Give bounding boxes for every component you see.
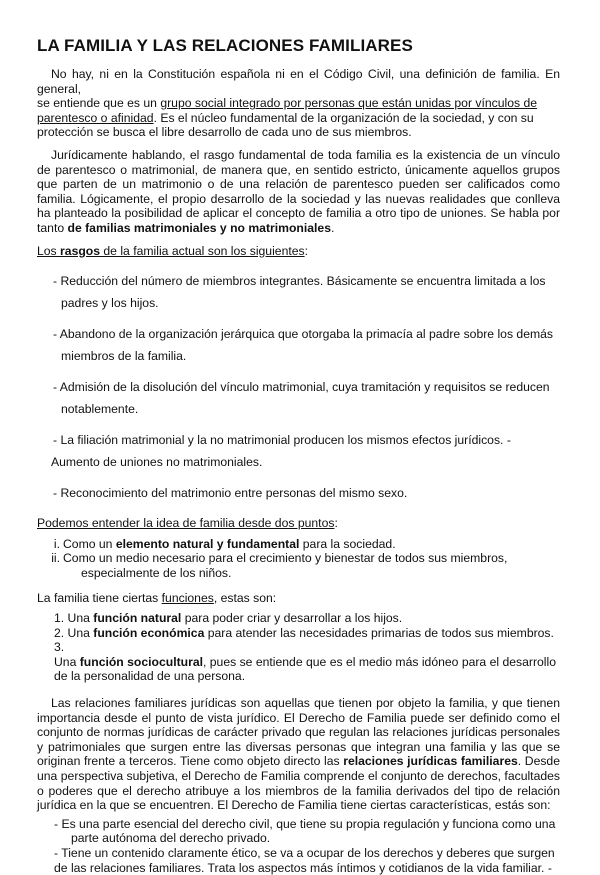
text: No hay, ni en la Constitución española ni en el Código Civil, una definición de familia. En general, xyxy=(37,67,560,96)
text: : xyxy=(304,243,308,258)
text: . Desde una perspectiva subjetiva, el Derecho de Familia comprende el conjunto de derechos, facultades o poderes que el derecho atribuye a los miembros de la familia derivados del tipo de relación jurídica en la que se encuentren. El Derecho de Familia tiene ciertas características, estás son: xyxy=(37,754,560,813)
text: para poder criar y desarrollar a los hijos. xyxy=(181,611,403,626)
text: para atender las necesidades primarias de todos sus miembros. 3. xyxy=(54,625,554,655)
idea-label xyxy=(37,516,560,531)
rasgos-label xyxy=(37,244,560,259)
bold-text: de familias matrimoniales y no matrimoniales xyxy=(67,220,331,235)
text: de la personalidad de una persona. xyxy=(54,669,246,684)
paragraph-definition xyxy=(37,67,560,140)
text: - Es una parte esencial del derecho civil, que tiene su propia regulación y funciona como una xyxy=(54,816,556,831)
list-item xyxy=(54,669,560,684)
text: . Es el núcleo fundamental de la organización de la sociedad, y con su xyxy=(153,110,534,125)
underlined-text: Podemos entender la idea de familia desde dos puntos xyxy=(37,516,335,531)
list-item xyxy=(53,536,560,552)
bold-text: rasgos xyxy=(60,243,101,258)
list-number: i. xyxy=(53,536,60,551)
list-item xyxy=(54,817,560,846)
text: especialmente de los niños. xyxy=(81,565,232,580)
text: 1. Una xyxy=(54,611,94,626)
text: Jurídicamente hablando, el rasgo fundamental de toda familia es la existencia de un vínculo de parentesco o matrimonial, de manera que, en sentido estricto, únicamente aquellos grupos que parten de un matrimonio o de una relación de parentesco pueden ser calificados como familia. Lógicamente, el propio desarrollo de la sociedad y las nuevas realidades que conlleva ha planteado la posibilidad de aplicar el concepto de familia a otro tipo de uniones. Se habla por tanto xyxy=(37,147,560,235)
list-number: ii. xyxy=(51,551,60,566)
text: - Tiene un contenido claramente ético, se va a ocupar de los derechos y deberes que surgen xyxy=(54,846,555,860)
list-item xyxy=(51,551,560,580)
list-item xyxy=(54,846,560,875)
list-item: - Reducción del número de miembros integrantes. Básicamente se encuentra limitada a los padres y los hijos. xyxy=(53,274,546,311)
underlined-text: parentesco o afinidad xyxy=(37,110,154,125)
text: Como un xyxy=(63,536,116,551)
text: parte autónoma del derecho privado. xyxy=(71,831,271,846)
underlined-text: grupo social integrado por personas que están unidas por vínculos de xyxy=(160,96,538,111)
caracteristicas-list xyxy=(37,817,560,875)
list-item xyxy=(54,655,560,670)
text: de la familia actual son los siguientes xyxy=(100,243,305,258)
rasgos-list xyxy=(37,270,560,504)
bold-text: función natural xyxy=(93,611,182,626)
text: La familia tiene ciertas xyxy=(37,590,162,605)
text: Las relaciones familiares jurídicas son aquellas que tienen por objeto la familia, y que tienen importancia desde el punto de vista jurídico. El Derecho de Familia puede ser definido como el conjunto de normas jurídicas de carácter privado que regulan las relaciones jurídicas personales y patrimoniales que surgen entre las diversas personas que integran una familia y las que se originan frente a terceros. Tiene como objeto directo las xyxy=(37,696,560,769)
text: Los xyxy=(37,243,61,258)
bold-text: función económica xyxy=(93,625,205,640)
paragraph-juridica xyxy=(37,148,560,236)
text: . xyxy=(330,220,335,235)
bold-text: relaciones jurídicas familiares xyxy=(343,754,518,769)
text: se entiende que es un xyxy=(37,96,161,111)
idea-list xyxy=(37,537,560,581)
bold-text: función sociocultural xyxy=(79,654,203,669)
text: , estas son: xyxy=(213,590,277,605)
page-title: LA FAMILIA Y LAS RELACIONES FAMILIARES xyxy=(37,36,413,55)
paragraph-relaciones xyxy=(37,696,560,813)
list-item: Aumento de uniones no matrimoniales. xyxy=(51,455,263,470)
funciones-label xyxy=(37,591,560,606)
list-item: - Reconocimiento del matrimonio entre personas del mismo sexo. xyxy=(53,486,408,501)
list-item xyxy=(54,626,560,655)
list-item: - Admisión de la disolución del vínculo matrimonial, cuya tramitación y requisitos se reducen notablemente. xyxy=(53,380,550,417)
bold-text: elemento natural y fundamental xyxy=(115,536,300,551)
list-item: - Abandono de la organización jerárquica que otorgaba la primacía al padre sobre los demás miembros de la familia. xyxy=(53,327,554,364)
funciones-list xyxy=(37,611,560,684)
text: Una xyxy=(54,654,80,669)
underlined-text: funciones xyxy=(161,590,214,605)
list-item: - La filiación matrimonial y la no matrimonial producen los mismos efectos jurídicos. - xyxy=(53,433,511,448)
text: Como un medio necesario para el crecimiento y bienestar de todos sus miembros, xyxy=(63,551,508,566)
text: 2. Una xyxy=(54,625,94,640)
list-item xyxy=(54,611,560,626)
text: de las relaciones familiares. Trata los aspectos más íntimos y cotidianos de la vida familiar. - xyxy=(54,860,552,875)
text: protección se busca el libre desarrollo de cada uno de sus miembros. xyxy=(37,125,412,140)
text: para la sociedad. xyxy=(299,536,396,551)
text: : xyxy=(334,516,338,531)
text: , pues se entiende que es el medio más idóneo para el desarrollo xyxy=(203,654,556,669)
